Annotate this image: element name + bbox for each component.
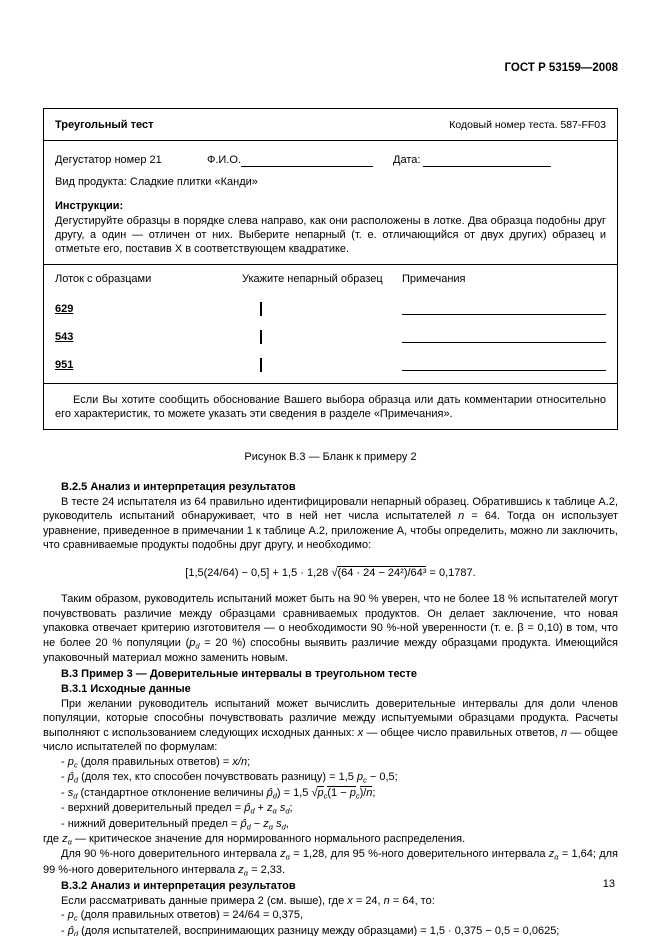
test-code: Кодовый номер теста. 587-FF03 — [449, 119, 606, 131]
notes-blank-line — [402, 342, 606, 343]
standard-number-header: ГОСТ Р 53159—2008 — [504, 62, 618, 74]
heading-b25: В.2.5 Анализ и интерпретация результатов — [61, 481, 296, 494]
column-notes: Примечания — [402, 273, 466, 286]
instructions-block — [55, 199, 606, 256]
taster-label: Дегустатор номер 21 — [55, 153, 162, 166]
paragraph: Для 90 %-ного доверительного интервала $z_\alpha = 1,28$, для 95 %-ного доверительного интервала $z_\alpha = 1,64$; для 99 %-ного доверительного интервала $z_\alpha = 2,33$. — [43, 848, 618, 878]
form-divider — [44, 140, 617, 141]
formula-item: - верхний доверительный предел = $p̂_d + z_\alpha$ $s_d$; — [61, 802, 293, 816]
sample-row — [55, 345, 606, 373]
fio-blank-line — [241, 155, 373, 167]
column-tray: Лоток с образцами — [55, 273, 152, 286]
fio-field — [207, 153, 373, 167]
page-number: 13 — [602, 878, 615, 890]
formula-similarity: [1,5(24/64) − 0,5] + 1,5 · 1,28 √(64 · 24 − 24²)/64³ = 0,1787. — [185, 566, 476, 579]
notes-blank-line — [402, 314, 606, 315]
fio-label: Ф.И.О. — [207, 153, 241, 166]
date-blank-line — [423, 155, 551, 167]
sample-row — [55, 289, 606, 317]
column-mark-odd-sample: Укажите непарный образец — [242, 273, 383, 286]
form-title-row — [55, 116, 606, 140]
form-divider — [44, 264, 617, 265]
heading-b31: В.3.1 Исходные данные — [61, 683, 191, 696]
sample-number: 951 — [55, 359, 74, 372]
formula-item: - $p_c$ (доля правильных ответов) = 24/64 = 0,375, — [61, 909, 304, 923]
sample-number: 543 — [55, 331, 74, 344]
date-field — [393, 153, 551, 167]
paragraph: Таким образом, руководитель испытаний может быть на 90 % уверен, что не более 18 % испытателей могут почувствовать различие между образцами сравниваемых продуктов. Он делает заключение, что новая упаковка отвечает критерию изготовителя — о необходимости 90 %-ной уверенности (т. е. β = 0,10) в том, что не более 20 % популяции ($p_d = 20$ %) способны выявить различие между образцами продукта. Имеющийся упаковочный материал можно заменить новым. — [43, 593, 618, 665]
paragraph: Если рассматривать данные примера 2 (см. выше), где x = 24, n = 64, то: — [61, 894, 435, 907]
instructions-title: Инструкции: — [55, 200, 124, 213]
triangle-test-form — [43, 108, 618, 430]
formula-item: - $p_c$ (доля правильных ответов) = x/n; — [61, 755, 251, 770]
figure-caption: Рисунок В.3 — Бланк к примеру 2 — [244, 451, 417, 464]
date-label: Дата: — [393, 153, 421, 166]
formula-item: - $s_d$ (стандартное отклонение величины $p̂_d) = 1,5$ $√p_c(1 - p_c)/n$; — [61, 786, 376, 801]
where-clause: где $z_\alpha$ — критическое значение для нормированного нормального распределения. — [43, 832, 466, 847]
notes-blank-line — [402, 370, 606, 371]
odd-sample-checkbox — [260, 358, 262, 372]
formula-item: - $p̂_d$ (доля тех, кто способен почувствовать разницу) = 1,5 $p_c - 0,5$; — [61, 771, 398, 785]
odd-sample-checkbox — [260, 302, 262, 316]
samples-rows — [55, 289, 606, 373]
heading-b32: В.3.2 Анализ и интерпретация результатов — [61, 880, 296, 893]
formula-item: - $p̂_d$ (доля испытателей, воспринимающих разницу между образцами) = 1,5 · 0,375 − 0,5 = 0,0625; — [61, 924, 560, 936]
samples-table-header — [55, 272, 606, 286]
heading-b3: В.3 Пример 3 — Доверительные интервалы в треугольном тесте — [61, 667, 418, 680]
sample-row — [55, 317, 606, 345]
taster-row — [55, 153, 606, 167]
sample-number: 629 — [55, 303, 74, 316]
odd-sample-checkbox — [260, 330, 262, 344]
paragraph: В тесте 24 испытателя из 64 правильно идентифицировали непарный образец. Обратившись к таблице А.2, руководитель испытаний обнаруживает, что в ней нет числа испытателей n = 64. Тогда он использует уравнение, приведенное в примечании 1 к таблице А.2, приложение А, чтобы определить, можно ли заключить, что сравниваемые продукты подобны друг другу, и необходимо: — [43, 495, 618, 552]
form-divider — [44, 383, 617, 384]
paragraph: При желании руководитель испытаний может вычислить доверительные интервалы для доли членов популяции, которые способны почувствовать различие между испытуемыми образцами продукта. Расчеты выполняют с использованием следующих исходных данных: x — общее число правильных ответов, n — общее число испытателей по формулам: — [43, 697, 618, 754]
form-title: Треугольный тест — [55, 119, 154, 131]
document-body — [43, 480, 618, 936]
form-footer-note: Если Вы хотите сообщить обоснование Вашего выбора образца или дать комментарии относительно его характеристик, то можете указать эти сведения в разделе «Примечания». — [55, 393, 606, 421]
formula-item: - нижний доверительный предел = $p̂_d - z_\alpha$ $s_d$, — [61, 817, 289, 832]
instructions-text: Дегустируйте образцы в порядке слева направо, как они расположены в лотке. Два образца подобны друг другу, а один — отличен от них. Выберите непарный (т. е. отличающийся от двух других) образец и отметьте его, поставив X в соответствующем квадратике. — [55, 214, 606, 256]
product-type: Вид продукта: Сладкие плитки «Канди» — [55, 175, 258, 188]
